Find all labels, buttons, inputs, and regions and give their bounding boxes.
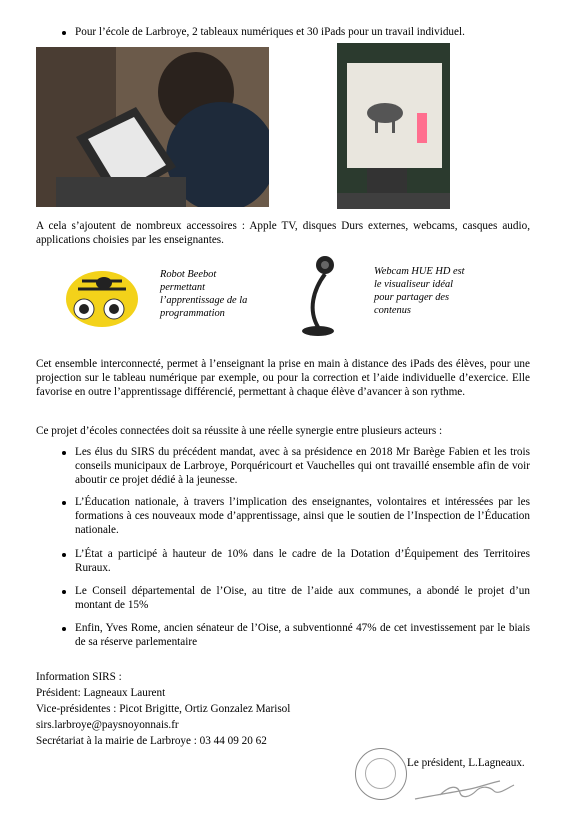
official-stamp [355,748,407,800]
actor-item: L’Éducation nationale, à travers l’implication des enseignantes, volontaires et intéressées par les formations à ces nouveaux mode d’apprentissage, ainsi que le soutien de l’Inspection de l’Éducation nationale. [75,496,530,536]
beebot-robot-image [62,261,142,331]
info-title: Information SIRS : [36,671,122,683]
actor-item: L’État a participé à hauteur de 10% dans le cadre de la Dotation d’Équipement des Territoires Ruraux. [75,548,530,574]
info-email: sirs.larbroye@paysnoyonnais.fr [36,719,179,731]
accessories-paragraph: A cela s’ajoutent de nombreux accessoires : Apple TV, disques Durs externes, webcams, casques audio, applications choisies par les enseignantes. [36,220,530,246]
bullet-marker [62,553,66,557]
stamp-inner-ring [365,758,396,789]
info-vice-presidents: Vice-présidentes : Picot Brigitte, Ortiz Gonzalez Marisol [36,703,291,715]
student-ipad-photo [36,47,269,207]
actor-item: Les élus du SIRS du précédent mandat, avec à sa présidence en 2018 Mr Barège Fabien et les trois conseils municipaux de Larbroye, Porquéricourt et Vauchelles qui ont travaillé ensemble afin de voir aboutir ce projet dédié à la jeunesse. [75,446,530,486]
bullet-marker [62,31,66,35]
info-president: Président: Lagneaux Laurent [36,687,166,699]
info-secretariat: Secrétariat à la mairie de Larbroye : 03 44 09 20 62 [36,735,267,747]
actor-item: Enfin, Yves Rome, ancien sénateur de l’Oise, a subventionné 47% de cet investissement par le biais de sa réserve parlementaire [75,622,530,648]
actor-item: Le Conseil départemental de l’Oise, au titre de l’aide aux communes, a abondé le projet d’un montant de 15% [75,585,530,611]
bullet-marker [62,627,66,631]
robot-caption: Robot Beebot permettant l’apprentissage de la programmation [160,269,248,319]
interconnect-paragraph: Cet ensemble interconnecté, permet à l’enseignant la prise en main à distance des iPads des élèves, pour une projection sur le tableau numérique par exemple, ou pour la correction et l’aide individuelle d’exercice. Elle favorise en outre l’apprentissage différencié, permettant à chaque élève d’avancer à son rythme. [36,358,530,398]
interactive-board-photo [337,43,450,209]
signature-text: Le président, L.Lagneaux. [407,757,525,769]
handwritten-signature [410,775,520,805]
intro-bullet-text: Pour l’école de Larbroye, 2 tableaux numériques et 30 iPads pour un travail individuel. [75,26,465,38]
synergy-paragraph: Ce projet d’écoles connectées doit sa réussite à une réelle synergie entre plusieurs acteurs : [36,425,443,437]
bullet-marker [62,501,66,505]
bullet-marker [62,451,66,455]
webcam-image [298,255,348,338]
webcam-caption: Webcam HUE HD est le visualiseur idéal pour partager des contenus [374,266,465,316]
bullet-marker [62,590,66,594]
